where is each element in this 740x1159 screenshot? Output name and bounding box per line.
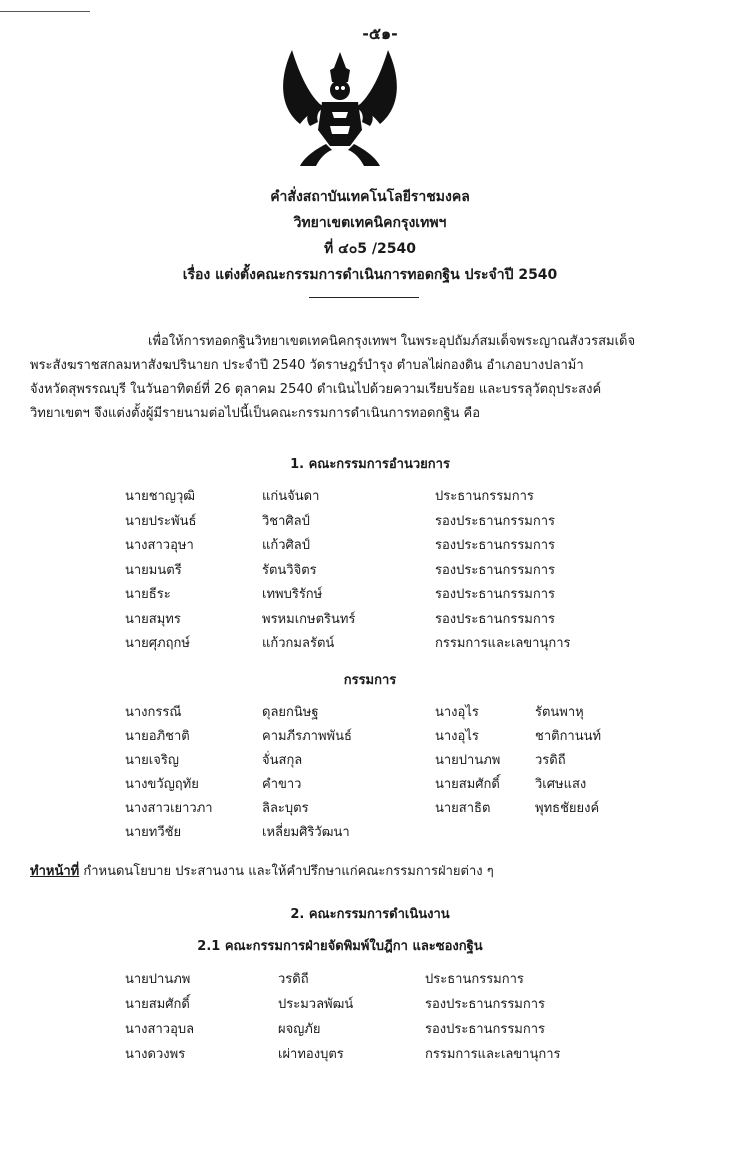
garuda-emblem-icon xyxy=(270,46,410,170)
table-cell: รองประธานกรรมการ xyxy=(435,562,556,578)
order-number: ที่ ๔๐5 /2540 xyxy=(324,241,416,257)
body-line: วิทยาเขตฯ จึงแต่งตั้งผู้มีรายนามต่อไปนี้เป็นคณะกรรมการดำเนินการทอดกฐิน คือ xyxy=(30,406,481,421)
table-cell: รองประธานกรรมการ xyxy=(435,513,556,529)
table-cell: เทพบริรักษ์ xyxy=(262,587,323,602)
page-number: -๕๑- xyxy=(362,24,398,43)
table-cell: รองประธานกรรมการ xyxy=(425,1022,546,1037)
table-cell: รัตนพาหุ xyxy=(535,705,584,720)
section1-title: 1. คณะกรรมการอำนวยการ xyxy=(290,457,450,472)
table-cell: นายอภิชาติ xyxy=(125,729,190,744)
table-cell: รัตนวิจิตร xyxy=(262,562,317,578)
table-cell: ประธานกรรมการ xyxy=(425,972,524,987)
table-cell: วิชาศิลป์ xyxy=(262,513,310,529)
table-cell: กรรมการและเลขานุการ xyxy=(425,1047,561,1062)
table-cell: ประธานกรรมการ xyxy=(435,489,534,504)
body-paragraph xyxy=(30,330,720,426)
body-line: พระสังฆราชสกลมหาสังฆปรินายก ประจำปี 2540 วัดราษฎร์บำรุง ตำบลไผ่กองดิน อำเภอบางปลาม้า xyxy=(30,358,584,373)
table-cell: นางขวัญฤทัย xyxy=(125,777,199,792)
table-cell: ลิละบุตร xyxy=(262,801,309,816)
body-line: จังหวัดสุพรรณบุรี ในวันอาทิตย์ที่ 26 ตุลาคม 2540 ดำเนินไปด้วยความเรียบร้อย และบรรลุวัตถุประสงค์ xyxy=(30,382,602,397)
table-cell: ชาติกานนท์ xyxy=(535,729,602,744)
table-cell: รองประธานกรรมการ xyxy=(435,611,556,627)
table-cell: นายเจริญ xyxy=(125,753,179,768)
table-cell: นางสาวอุบล xyxy=(125,1022,195,1037)
order-issuer: คำสั่งสถาบันเทคโนโลยีราชมงคล xyxy=(270,189,470,205)
body-line: เพื่อให้การทอดกฐินวิทยาเขตเทคนิคกรุงเทพฯ ในพระอุปถัมภ์สมเด็จพระญาณสังวรสมเด็จ xyxy=(148,334,636,349)
table-cell: แก้วศิลป์ xyxy=(262,538,311,553)
table-cell: นายธีระ xyxy=(125,587,171,602)
members-title: กรรมการ xyxy=(343,673,397,688)
table-cell: นางสาวอุษา xyxy=(125,538,194,553)
table-cell: คำขาว xyxy=(262,777,302,792)
table-cell: นายชาญวุฒิ xyxy=(125,489,196,504)
order-campus: วิทยาเขตเทคนิคกรุงเทพฯ xyxy=(293,215,447,231)
table-cell: นางสาวเยาวภา xyxy=(125,801,213,816)
table-cell: นายสาธิต xyxy=(435,801,491,816)
divider xyxy=(309,297,419,298)
table-cell: รองประธานกรรมการ xyxy=(435,538,556,553)
table-cell: นางอุไร xyxy=(435,705,479,720)
table-cell: วรดิถี xyxy=(278,972,309,987)
table-cell: พรหมเกษตรินทร์ xyxy=(262,611,356,627)
table-cell: นายปานภพ xyxy=(435,753,501,768)
table-cell: ผจญภัย xyxy=(278,1022,321,1037)
duty-label: ทำหน้าที่ xyxy=(30,864,80,879)
table-cell: แก้วกมลรัตน์ xyxy=(262,636,335,651)
table-cell: กรรมการและเลขานุการ xyxy=(435,636,571,651)
table-cell: ประมวลพัฒน์ xyxy=(278,997,354,1012)
table-cell: นายสมศักดิ์ xyxy=(125,997,190,1012)
section2-subtitle: 2.1 คณะกรรมการฝ่ายจัดพิมพ์ใบฎีกา และซองกฐิน xyxy=(197,939,483,954)
table-cell: รองประธานกรรมการ xyxy=(435,587,556,602)
table-cell: นางดวงพร xyxy=(125,1047,186,1062)
table-cell: นายสมุทร xyxy=(125,611,181,627)
duty-line xyxy=(30,860,494,881)
table-cell: เผ่าทองบุตร xyxy=(278,1047,344,1062)
table-cell: วรดิถี xyxy=(535,753,566,768)
table-cell: นายปานภพ xyxy=(125,972,191,987)
table-cell: นายสมศักดิ์ xyxy=(435,777,500,792)
table-cell: พุทธชัยยงค์ xyxy=(535,801,600,816)
table-cell: เหลี่ยมศิริวัฒนา xyxy=(262,825,350,840)
top-rule xyxy=(0,11,90,12)
table-cell: นายทวีชัย xyxy=(125,825,182,840)
table-cell: แก่นจันดา xyxy=(262,489,320,504)
table-cell: นายมนตรี xyxy=(125,562,182,578)
table-cell: ดุลยกนิษฐ xyxy=(262,705,319,720)
table-cell: นายประพันธ์ xyxy=(125,513,197,529)
table-cell: วิเศษแสง xyxy=(535,777,587,792)
table-cell: นางอุไร xyxy=(435,729,479,744)
table-cell: รองประธานกรรมการ xyxy=(425,997,546,1012)
table-cell: จั่นสกุล xyxy=(262,753,303,768)
table-cell: คามภีรภาพพันธ์ xyxy=(262,729,352,744)
table-cell: นายศุภฤกษ์ xyxy=(125,636,190,651)
order-subject: เรื่อง แต่งตั้งคณะกรรมการดำเนินการทอดกฐิน ประจำปี 2540 xyxy=(182,267,558,283)
section2-title: 2. คณะกรรมการดำเนินงาน xyxy=(290,907,450,922)
duty-text: กำหนดนโยบาย ประสานงาน และให้คำปรึกษาแก่คณะกรรมการฝ่ายต่าง ๆ xyxy=(83,864,494,879)
table-cell: นางกรรณี xyxy=(125,705,182,720)
